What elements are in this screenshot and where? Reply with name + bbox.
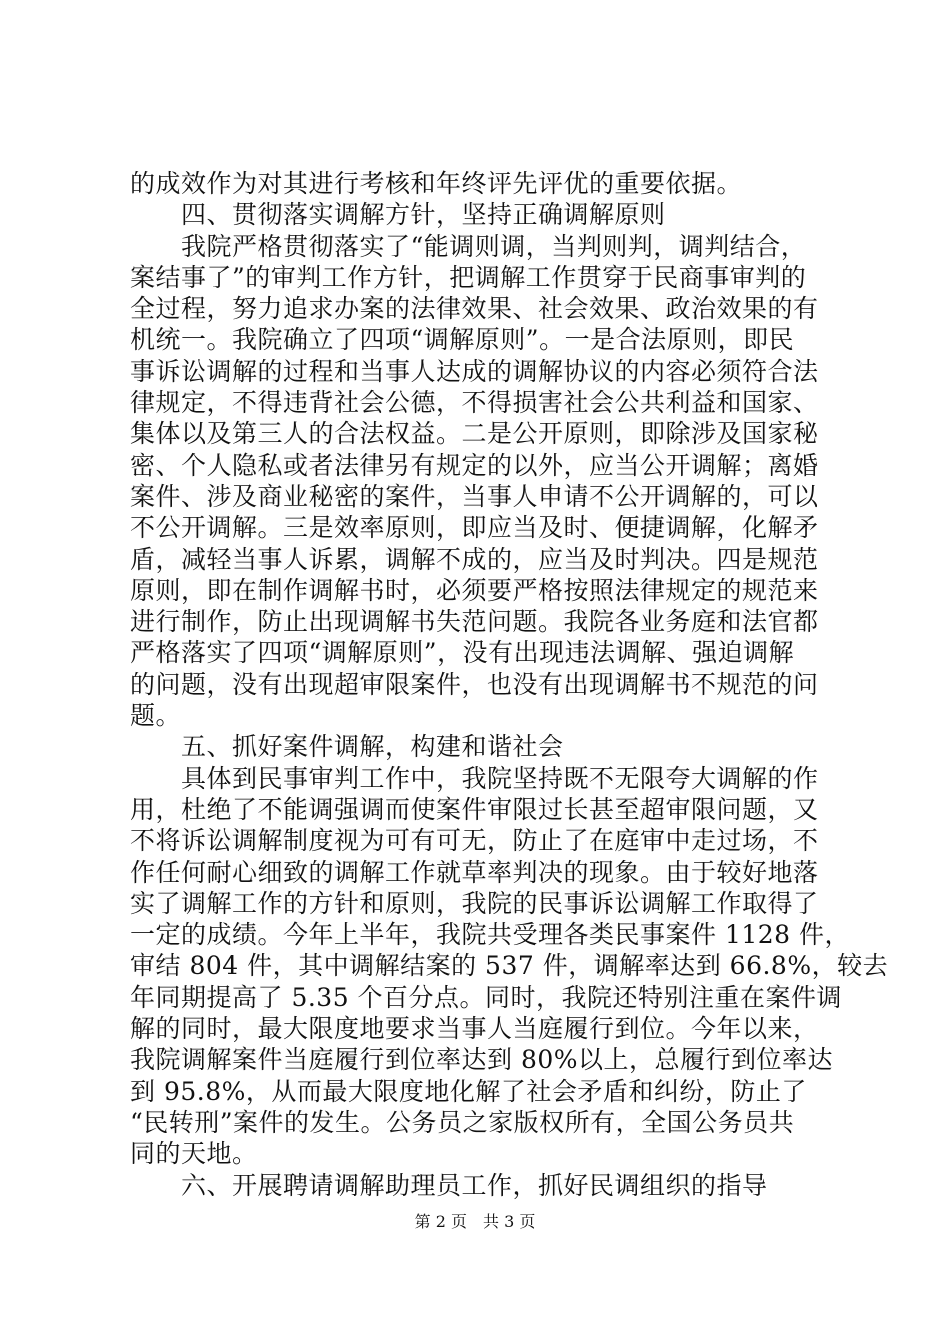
section-heading-6: 六、开展聘请调解助理员工作，抓好民调组织的指导 bbox=[130, 1170, 768, 1200]
text-line: 年同期提高了 5.35 个百分点。同时，我院还特别注重在案件调 bbox=[130, 982, 843, 1012]
text-line: 具体到民事审判工作中，我院坚持既不无限夸大调解的作 bbox=[130, 763, 819, 793]
page-footer bbox=[0, 1212, 950, 1232]
text-line: 机统一。我院确立了四项“调解原则”。一是合法原则，即民 bbox=[130, 325, 795, 355]
text-line: “民转刑”案件的发生。公务员之家版权所有，全国公务员共 bbox=[130, 1107, 795, 1137]
text-line: 事诉讼调解的过程和当事人达成的调解协议的内容必须符合法 bbox=[130, 356, 819, 386]
text-line: 同的天地。 bbox=[130, 1139, 258, 1169]
text-line: 的问题，没有出现超审限案件，也没有出现调解书不规范的问 bbox=[130, 669, 819, 699]
text-line: 不将诉讼调解制度视为可有可无，防止了在庭审中走过场，不 bbox=[130, 826, 819, 856]
text-line: 案结事了”的审判工作方针，把调解工作贯穿于民商事审判的 bbox=[130, 262, 807, 292]
text-line: 一定的成绩。今年上半年，我院共受理各类民事案件 1128 件， bbox=[130, 920, 851, 950]
text-line: 我院严格贯彻落实了“能调则调，当判则判，调判结合， bbox=[130, 231, 807, 261]
body-text bbox=[130, 168, 889, 1201]
text-line: 题。 bbox=[130, 701, 182, 731]
text-line: 密、个人隐私或者法律另有规定的以外，应当公开调解；离婚 bbox=[130, 450, 819, 480]
text-line: 作任何耐心细致的调解工作就草率判决的现象。由于较好地落 bbox=[130, 857, 819, 887]
text-line: 不公开调解。三是效率原则，即应当及时、便捷调解，化解矛 bbox=[130, 513, 819, 543]
text-line: 到 95.8%，从而最大限度地化解了社会矛盾和纠纷，防止了 bbox=[130, 1076, 807, 1106]
text-line: 盾，减轻当事人诉累，调解不成的，应当及时判决。四是规范 bbox=[130, 544, 819, 574]
text-line: 严格落实了四项“调解原则”，没有出现违法调解、强迫调解 bbox=[130, 638, 795, 668]
text-line: 集体以及第三人的合法权益。二是公开原则，即除涉及国家秘 bbox=[130, 419, 819, 449]
text-line: 原则，即在制作调解书时，必须要严格按照法律规定的规范来 bbox=[130, 575, 819, 605]
section-heading-4: 四、贯彻落实调解方针，坚持正确调解原则 bbox=[130, 200, 666, 230]
text-line: 我院调解案件当庭履行到位率达到 80%以上，总履行到位率达 bbox=[130, 1045, 834, 1075]
section-heading-5: 五、抓好案件调解，构建和谐社会 bbox=[130, 732, 564, 762]
text-line: 案件、涉及商业秘密的案件，当事人申请不公开调解的，可以 bbox=[130, 481, 819, 511]
text-line: 全过程，努力追求办案的法律效果、社会效果、政治效果的有 bbox=[130, 294, 819, 324]
page-number: 第 2 页 共 3 页 bbox=[414, 1212, 536, 1231]
text-line: 审结 804 件，其中调解结案的 537 件，调解率达到 66.8%，较去 bbox=[130, 951, 889, 981]
text-line: 的成效作为对其进行考核和年终评先评优的重要依据。 bbox=[130, 169, 743, 198]
text-line: 解的同时，最大限度地要求当事人当庭履行到位。今年以来， bbox=[130, 1014, 819, 1044]
text-line: 进行制作，防止出现调解书失范问题。我院各业务庭和法官都 bbox=[130, 607, 819, 637]
text-line: 实了调解工作的方针和原则，我院的民事诉讼调解工作取得了 bbox=[130, 888, 819, 918]
text-line: 律规定，不得违背社会公德，不得损害社会公共利益和国家、 bbox=[130, 388, 819, 418]
text-line: 用，杜绝了不能调强调而使案件审限过长甚至超审限问题，又 bbox=[130, 794, 819, 824]
